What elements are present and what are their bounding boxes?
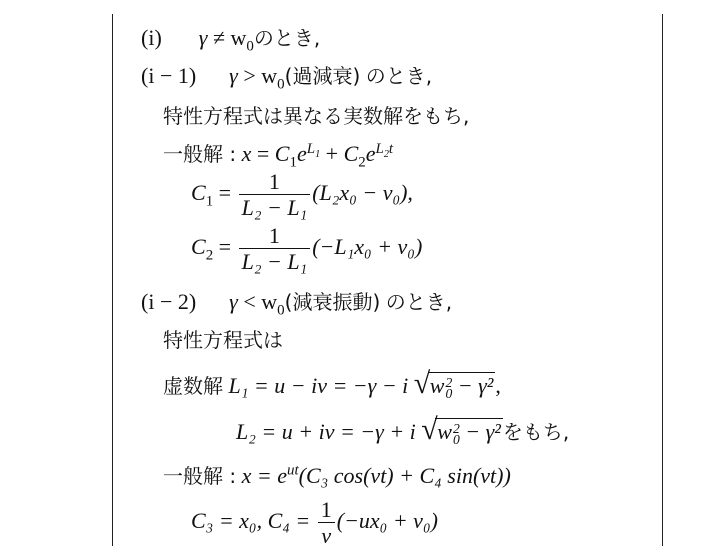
w-symbol: w	[230, 25, 247, 50]
w-symbol: w	[261, 63, 278, 88]
fraction: $\frac{1}{v}$	[318, 498, 335, 548]
general-solution-overdamped: 一般解 : $x = C_1e^{L_1} + C_2e^{L_2t}$	[163, 140, 394, 171]
condition-text: のとき,	[365, 64, 433, 88]
general-solution-underdamped: 一般解 : $x = e^{ut}(C_3$ cos(vt) + C₄ sin(vt))	[163, 462, 511, 488]
gamma: γ	[229, 289, 238, 314]
condition-text: のとき,	[385, 290, 453, 314]
imaginary-root-l1: 虚数解 L₁ = u − iv = −γ − i √ w 2 0 − γ²,	[163, 367, 501, 401]
operator: ≠	[212, 25, 226, 50]
left-border	[112, 14, 113, 546]
operator: <	[243, 289, 256, 314]
gamma: γ	[229, 63, 238, 88]
condition-text: のとき,	[253, 26, 321, 50]
general-solution-label: 一般解 :	[163, 464, 237, 488]
case-i1-line: (i − 1) $\gamma > w_0$(過減衰) のとき,	[141, 63, 433, 93]
square-root: √ w 2 0 − γ²	[413, 367, 494, 401]
square-root: √ w 2 0 − γ²	[421, 413, 501, 447]
c1-formula: $C_1$ = $\frac{1}{\text{L₂ − L₁}}$ (L₂x₀ − v₀),	[191, 169, 413, 220]
damping-type: (過減衰)	[284, 64, 361, 88]
fraction: $\frac{1}{\text{L₂ − L₁}}$	[239, 224, 311, 274]
c2-formula: $C_2$ = $\frac{1}{\text{L₂ − L₁}}$ (−L₁x₀ + v₀)	[191, 223, 423, 274]
case-i2-line: (i − 2) $\gamma < w_0$(減衰振動) のとき,	[141, 289, 453, 319]
case-label: (i − 1)	[141, 63, 197, 88]
gamma: γ	[198, 25, 208, 50]
case-i-line: (i) $\gamma \ne w_0$のとき,	[141, 25, 321, 55]
w-symbol: w	[261, 289, 278, 314]
damping-type: (減衰振動)	[284, 290, 381, 314]
right-border	[662, 14, 663, 546]
real-roots-text: 特性方程式は異なる実数解をもち,	[163, 104, 470, 128]
imaginary-root-l2: L₂ = u + iv = −γ + i √ w 2 0 − γ² をもち,	[236, 413, 570, 447]
case-label: (i − 2)	[141, 289, 197, 314]
general-solution-label: 一般解 :	[163, 142, 237, 166]
operator: >	[243, 63, 256, 88]
c3-c4-formula: C₃ = x₀, C₄ = $\frac{1}{v}$ (−ux₀ + v₀)	[191, 497, 438, 548]
case-label: (i)	[141, 25, 162, 50]
imaginary-root-label: 虚数解	[163, 374, 223, 398]
char-equation-text: 特性方程式は	[163, 328, 283, 352]
fraction: $\frac{1}{\text{L₂ − L₁}}$	[239, 170, 311, 220]
